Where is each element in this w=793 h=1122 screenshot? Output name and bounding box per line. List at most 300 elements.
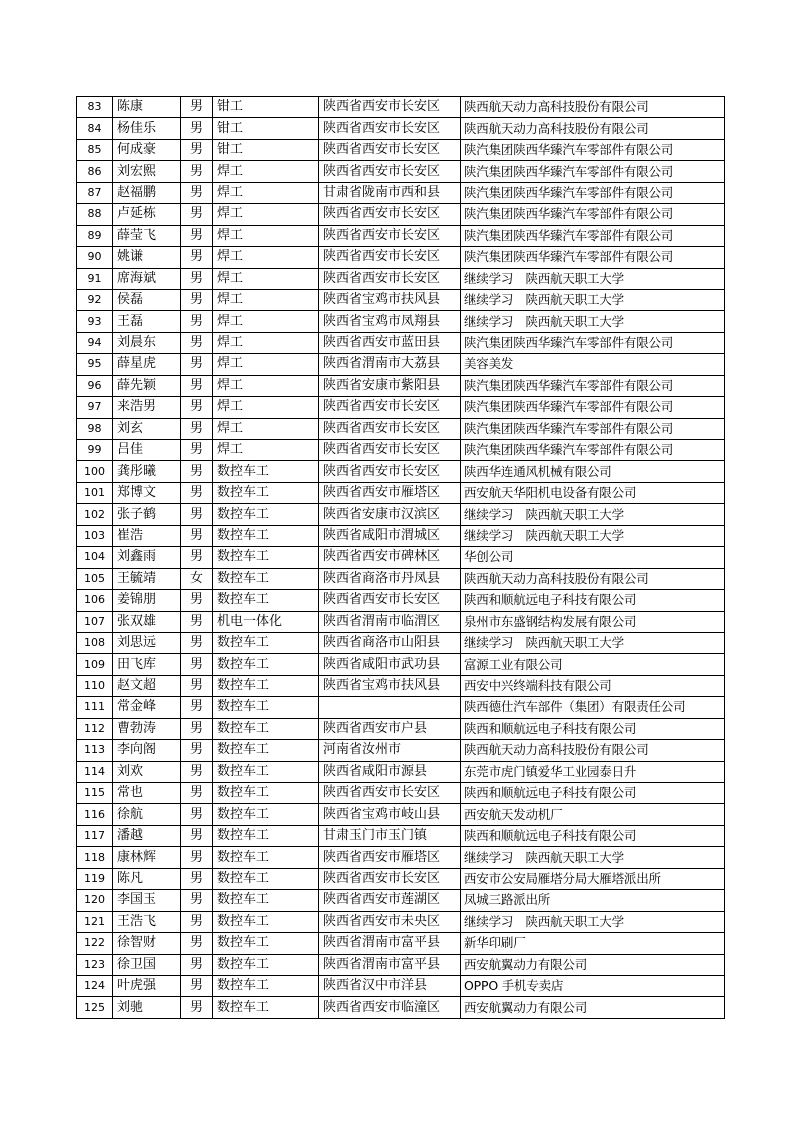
major-cell: 数控车工 xyxy=(213,783,319,804)
destination-cell: 陕汽集团陕西华臻汽车零部件有限公司 xyxy=(461,161,725,182)
major-cell: 数控车工 xyxy=(213,504,319,525)
gender-cell: 男 xyxy=(181,954,213,975)
student-name-cell: 曹勃涛 xyxy=(113,718,181,739)
row-number-cell: 125 xyxy=(77,997,113,1018)
major-cell: 焊工 xyxy=(213,289,319,310)
major-cell: 数控车工 xyxy=(213,718,319,739)
row-number-cell: 118 xyxy=(77,847,113,868)
major-cell: 数控车工 xyxy=(213,975,319,996)
major-cell: 数控车工 xyxy=(213,547,319,568)
row-number-cell: 102 xyxy=(77,504,113,525)
destination-cell: 陕汽集团陕西华臻汽车零部件有限公司 xyxy=(461,247,725,268)
row-number-cell: 96 xyxy=(77,375,113,396)
graduate-employment-table xyxy=(76,96,725,1019)
destination-cell: 西安航天发动机厂 xyxy=(461,804,725,825)
gender-cell: 男 xyxy=(181,268,213,289)
student-name-cell: 徐卫国 xyxy=(113,954,181,975)
gender-cell: 男 xyxy=(181,161,213,182)
row-number-cell: 119 xyxy=(77,868,113,889)
major-cell: 数控车工 xyxy=(213,954,319,975)
major-cell: 数控车工 xyxy=(213,697,319,718)
gender-cell: 男 xyxy=(181,890,213,911)
gender-cell: 男 xyxy=(181,225,213,246)
student-name-cell: 薛星虎 xyxy=(113,354,181,375)
gender-cell: 男 xyxy=(181,847,213,868)
row-number-cell: 89 xyxy=(77,225,113,246)
hometown-cell: 陕西省汉中市洋县 xyxy=(319,975,461,996)
row-number-cell: 100 xyxy=(77,461,113,482)
destination-cell: 西安航天华阳机电设备有限公司 xyxy=(461,482,725,503)
major-cell: 焊工 xyxy=(213,354,319,375)
major-cell: 数控车工 xyxy=(213,847,319,868)
destination-cell: 陕西华连通风机械有限公司 xyxy=(461,461,725,482)
major-cell: 焊工 xyxy=(213,204,319,225)
destination-cell: 西安市公安局雁塔分局大雁塔派出所 xyxy=(461,868,725,889)
row-number-cell: 109 xyxy=(77,654,113,675)
row-number-cell: 104 xyxy=(77,547,113,568)
gender-cell: 男 xyxy=(181,911,213,932)
row-number-cell: 97 xyxy=(77,397,113,418)
hometown-cell: 陕西省西安市长安区 xyxy=(319,97,461,118)
table-row xyxy=(77,311,725,332)
student-name-cell: 刘鑫雨 xyxy=(113,547,181,568)
destination-cell: 西安中兴终端科技有限公司 xyxy=(461,675,725,696)
hometown-cell: 陕西省西安市长安区 xyxy=(319,868,461,889)
destination-cell: 陕西和顺航远电子科技有限公司 xyxy=(461,718,725,739)
table-row xyxy=(77,268,725,289)
student-name-cell: 张子鹤 xyxy=(113,504,181,525)
major-cell: 数控车工 xyxy=(213,740,319,761)
row-number-cell: 106 xyxy=(77,590,113,611)
table-row xyxy=(77,590,725,611)
destination-cell: 陕汽集团陕西华臻汽车零部件有限公司 xyxy=(461,440,725,461)
table-row xyxy=(77,718,725,739)
student-name-cell: 徐智财 xyxy=(113,933,181,954)
hometown-cell: 陕西省渭南市富平县 xyxy=(319,954,461,975)
hometown-cell: 陕西省咸阳市武功县 xyxy=(319,654,461,675)
major-cell: 数控车工 xyxy=(213,675,319,696)
table-row xyxy=(77,568,725,589)
hometown-cell: 陕西省西安市长安区 xyxy=(319,397,461,418)
student-name-cell: 李向阁 xyxy=(113,740,181,761)
row-number-cell: 86 xyxy=(77,161,113,182)
gender-cell: 男 xyxy=(181,761,213,782)
destination-cell: 陕西航天动力高科技股份有限公司 xyxy=(461,118,725,139)
major-cell: 数控车工 xyxy=(213,997,319,1018)
row-number-cell: 93 xyxy=(77,311,113,332)
row-number-cell: 99 xyxy=(77,440,113,461)
destination-cell: 东莞市虎门镇爱华工业园泰日升 xyxy=(461,761,725,782)
student-name-cell: 薛先颖 xyxy=(113,375,181,396)
student-name-cell: 席海斌 xyxy=(113,268,181,289)
hometown-cell: 陕西省西安市长安区 xyxy=(319,118,461,139)
table-row xyxy=(77,868,725,889)
row-number-cell: 105 xyxy=(77,568,113,589)
major-cell: 数控车工 xyxy=(213,632,319,653)
hometown-cell: 陕西省西安市长安区 xyxy=(319,268,461,289)
major-cell: 钳工 xyxy=(213,97,319,118)
table-row xyxy=(77,954,725,975)
gender-cell: 男 xyxy=(181,247,213,268)
hometown-cell: 陕西省宝鸡市岐山县 xyxy=(319,804,461,825)
destination-cell: 陕西航天动力高科技股份有限公司 xyxy=(461,568,725,589)
gender-cell: 男 xyxy=(181,418,213,439)
table-row xyxy=(77,975,725,996)
gender-cell: 男 xyxy=(181,440,213,461)
destination-cell: 陕汽集团陕西华臻汽车零部件有限公司 xyxy=(461,332,725,353)
gender-cell: 男 xyxy=(181,311,213,332)
row-number-cell: 113 xyxy=(77,740,113,761)
row-number-cell: 85 xyxy=(77,139,113,160)
gender-cell: 男 xyxy=(181,525,213,546)
gender-cell: 男 xyxy=(181,139,213,160)
row-number-cell: 122 xyxy=(77,933,113,954)
table-row xyxy=(77,97,725,118)
gender-cell: 男 xyxy=(181,97,213,118)
row-number-cell: 108 xyxy=(77,632,113,653)
row-number-cell: 112 xyxy=(77,718,113,739)
destination-cell: 陕汽集团陕西华臻汽车零部件有限公司 xyxy=(461,139,725,160)
major-cell: 焊工 xyxy=(213,311,319,332)
table-row xyxy=(77,783,725,804)
table-row xyxy=(77,504,725,525)
table-row xyxy=(77,547,725,568)
row-number-cell: 111 xyxy=(77,697,113,718)
table-row xyxy=(77,418,725,439)
student-name-cell: 张双雄 xyxy=(113,611,181,632)
destination-cell: 陕西德仕汽车部件（集团）有限责任公司 xyxy=(461,697,725,718)
student-name-cell: 赵文超 xyxy=(113,675,181,696)
hometown-cell: 陕西省安康市紫阳县 xyxy=(319,375,461,396)
destination-cell: 陕西航天动力高科技股份有限公司 xyxy=(461,740,725,761)
table-row xyxy=(77,804,725,825)
student-name-cell: 常金峰 xyxy=(113,697,181,718)
table-row xyxy=(77,482,725,503)
row-number-cell: 114 xyxy=(77,761,113,782)
row-number-cell: 121 xyxy=(77,911,113,932)
gender-cell: 男 xyxy=(181,697,213,718)
hometown-cell: 陕西省咸阳市渭城区 xyxy=(319,525,461,546)
hometown-cell: 陕西省西安市长安区 xyxy=(319,204,461,225)
gender-cell: 男 xyxy=(181,825,213,846)
table-row xyxy=(77,375,725,396)
gender-cell: 男 xyxy=(181,997,213,1018)
destination-cell: OPPO 手机专卖店 xyxy=(461,975,725,996)
destination-cell: 继续学习 陕西航天职工大学 xyxy=(461,525,725,546)
hometown-cell: 陕西省商洛市丹凤县 xyxy=(319,568,461,589)
student-name-cell: 李国玉 xyxy=(113,890,181,911)
hometown-cell: 陕西省西安市长安区 xyxy=(319,783,461,804)
gender-cell: 男 xyxy=(181,332,213,353)
destination-cell: 继续学习 陕西航天职工大学 xyxy=(461,289,725,310)
hometown-cell: 陕西省西安市户县 xyxy=(319,718,461,739)
major-cell: 焊工 xyxy=(213,161,319,182)
row-number-cell: 115 xyxy=(77,783,113,804)
gender-cell: 女 xyxy=(181,568,213,589)
table-row xyxy=(77,440,725,461)
row-number-cell: 123 xyxy=(77,954,113,975)
hometown-cell: 甘肃省陇南市西和县 xyxy=(319,182,461,203)
student-name-cell: 康林辉 xyxy=(113,847,181,868)
destination-cell: 陕西航天动力高科技股份有限公司 xyxy=(461,97,725,118)
hometown-cell: 甘肃玉门市玉门镇 xyxy=(319,825,461,846)
table-row xyxy=(77,461,725,482)
major-cell: 数控车工 xyxy=(213,911,319,932)
destination-cell: 陕汽集团陕西华臻汽车零部件有限公司 xyxy=(461,225,725,246)
student-name-cell: 潘越 xyxy=(113,825,181,846)
gender-cell: 男 xyxy=(181,461,213,482)
gender-cell: 男 xyxy=(181,611,213,632)
hometown-cell: 陕西省西安市长安区 xyxy=(319,225,461,246)
student-name-cell: 刘晨东 xyxy=(113,332,181,353)
student-name-cell: 刘宏熙 xyxy=(113,161,181,182)
student-name-cell: 徐航 xyxy=(113,804,181,825)
hometown-cell: 陕西省西安市临潼区 xyxy=(319,997,461,1018)
row-number-cell: 92 xyxy=(77,289,113,310)
hometown-cell: 陕西省商洛市山阳县 xyxy=(319,632,461,653)
table-row xyxy=(77,697,725,718)
destination-cell: 陕汽集团陕西华臻汽车零部件有限公司 xyxy=(461,204,725,225)
destination-cell: 陕汽集团陕西华臻汽车零部件有限公司 xyxy=(461,182,725,203)
student-name-cell: 田飞库 xyxy=(113,654,181,675)
student-name-cell: 刘思远 xyxy=(113,632,181,653)
hometown-cell: 陕西省西安市长安区 xyxy=(319,440,461,461)
destination-cell: 西安航翼动力有限公司 xyxy=(461,954,725,975)
hometown-cell: 陕西省西安市蓝田县 xyxy=(319,332,461,353)
hometown-cell: 陕西省西安市长安区 xyxy=(319,461,461,482)
major-cell: 钳工 xyxy=(213,139,319,160)
destination-cell: 继续学习 陕西航天职工大学 xyxy=(461,504,725,525)
hometown-cell xyxy=(319,697,461,718)
major-cell: 焊工 xyxy=(213,397,319,418)
major-cell: 焊工 xyxy=(213,247,319,268)
student-name-cell: 赵福鹏 xyxy=(113,182,181,203)
row-number-cell: 124 xyxy=(77,975,113,996)
hometown-cell: 陕西省安康市汉滨区 xyxy=(319,504,461,525)
hometown-cell: 陕西省西安市莲湖区 xyxy=(319,890,461,911)
major-cell: 焊工 xyxy=(213,182,319,203)
major-cell: 数控车工 xyxy=(213,590,319,611)
destination-cell: 泉州市东盛钢结构发展有限公司 xyxy=(461,611,725,632)
hometown-cell: 陕西省西安市长安区 xyxy=(319,161,461,182)
row-number-cell: 117 xyxy=(77,825,113,846)
student-name-cell: 卢延栋 xyxy=(113,204,181,225)
student-name-cell: 吕佳 xyxy=(113,440,181,461)
row-number-cell: 110 xyxy=(77,675,113,696)
destination-cell: 陕汽集团陕西华臻汽车零部件有限公司 xyxy=(461,397,725,418)
hometown-cell: 河南省汝州市 xyxy=(319,740,461,761)
student-name-cell: 王磊 xyxy=(113,311,181,332)
destination-cell: 凤城三路派出所 xyxy=(461,890,725,911)
student-name-cell: 王毓靖 xyxy=(113,568,181,589)
major-cell: 焊工 xyxy=(213,375,319,396)
table-row xyxy=(77,247,725,268)
row-number-cell: 101 xyxy=(77,482,113,503)
gender-cell: 男 xyxy=(181,547,213,568)
student-name-cell: 刘玄 xyxy=(113,418,181,439)
destination-cell: 陕西和顺航远电子科技有限公司 xyxy=(461,590,725,611)
table-row xyxy=(77,139,725,160)
student-name-cell: 何成豪 xyxy=(113,139,181,160)
row-number-cell: 116 xyxy=(77,804,113,825)
major-cell: 数控车工 xyxy=(213,825,319,846)
row-number-cell: 88 xyxy=(77,204,113,225)
row-number-cell: 87 xyxy=(77,182,113,203)
hometown-cell: 陕西省咸阳市源县 xyxy=(319,761,461,782)
major-cell: 机电一体化 xyxy=(213,611,319,632)
table-row xyxy=(77,632,725,653)
hometown-cell: 陕西省宝鸡市凤翔县 xyxy=(319,311,461,332)
table-row xyxy=(77,911,725,932)
major-cell: 数控车工 xyxy=(213,568,319,589)
table-row xyxy=(77,225,725,246)
major-cell: 数控车工 xyxy=(213,933,319,954)
table-row xyxy=(77,675,725,696)
gender-cell: 男 xyxy=(181,504,213,525)
table-row xyxy=(77,740,725,761)
student-name-cell: 刘欢 xyxy=(113,761,181,782)
major-cell: 数控车工 xyxy=(213,804,319,825)
row-number-cell: 107 xyxy=(77,611,113,632)
student-name-cell: 姚谦 xyxy=(113,247,181,268)
hometown-cell: 陕西省西安市长安区 xyxy=(319,590,461,611)
table-row xyxy=(77,397,725,418)
row-number-cell: 98 xyxy=(77,418,113,439)
destination-cell: 陕汽集团陕西华臻汽车零部件有限公司 xyxy=(461,375,725,396)
hometown-cell: 陕西省西安市雁塔区 xyxy=(319,482,461,503)
row-number-cell: 95 xyxy=(77,354,113,375)
table-row xyxy=(77,118,725,139)
gender-cell: 男 xyxy=(181,182,213,203)
major-cell: 数控车工 xyxy=(213,482,319,503)
table-row xyxy=(77,933,725,954)
hometown-cell: 陕西省西安市未央区 xyxy=(319,911,461,932)
gender-cell: 男 xyxy=(181,975,213,996)
major-cell: 钳工 xyxy=(213,118,319,139)
table-row xyxy=(77,825,725,846)
destination-cell: 西安航翼动力有限公司 xyxy=(461,997,725,1018)
row-number-cell: 103 xyxy=(77,525,113,546)
table-row xyxy=(77,847,725,868)
major-cell: 数控车工 xyxy=(213,868,319,889)
student-name-cell: 郑博文 xyxy=(113,482,181,503)
major-cell: 数控车工 xyxy=(213,761,319,782)
table-row xyxy=(77,289,725,310)
gender-cell: 男 xyxy=(181,354,213,375)
student-name-cell: 叶虎强 xyxy=(113,975,181,996)
table-row xyxy=(77,997,725,1018)
student-name-cell: 陈康 xyxy=(113,97,181,118)
student-name-cell: 王浩飞 xyxy=(113,911,181,932)
table-row xyxy=(77,204,725,225)
student-name-cell: 刘驰 xyxy=(113,997,181,1018)
table-row xyxy=(77,525,725,546)
major-cell: 焊工 xyxy=(213,332,319,353)
student-name-cell: 常也 xyxy=(113,783,181,804)
student-name-cell: 薛莹飞 xyxy=(113,225,181,246)
major-cell: 数控车工 xyxy=(213,654,319,675)
student-name-cell: 陈凡 xyxy=(113,868,181,889)
hometown-cell: 陕西省西安市长安区 xyxy=(319,247,461,268)
major-cell: 焊工 xyxy=(213,418,319,439)
destination-cell: 继续学习 陕西航天职工大学 xyxy=(461,847,725,868)
destination-cell: 新华印刷厂 xyxy=(461,933,725,954)
student-name-cell: 杨佳乐 xyxy=(113,118,181,139)
hometown-cell: 陕西省西安市雁塔区 xyxy=(319,847,461,868)
hometown-cell: 陕西省西安市碑林区 xyxy=(319,547,461,568)
destination-cell: 陕西和顺航远电子科技有限公司 xyxy=(461,783,725,804)
hometown-cell: 陕西省渭南市临渭区 xyxy=(319,611,461,632)
destination-cell: 陕汽集团陕西华臻汽车零部件有限公司 xyxy=(461,418,725,439)
table-row xyxy=(77,354,725,375)
gender-cell: 男 xyxy=(181,740,213,761)
student-name-cell: 侯磊 xyxy=(113,289,181,310)
table-row xyxy=(77,182,725,203)
gender-cell: 男 xyxy=(181,118,213,139)
student-name-cell: 龚彤曦 xyxy=(113,461,181,482)
gender-cell: 男 xyxy=(181,375,213,396)
row-number-cell: 90 xyxy=(77,247,113,268)
hometown-cell: 陕西省宝鸡市扶风县 xyxy=(319,289,461,310)
major-cell: 焊工 xyxy=(213,225,319,246)
table-row xyxy=(77,332,725,353)
destination-cell: 继续学习 陕西航天职工大学 xyxy=(461,268,725,289)
table-row xyxy=(77,611,725,632)
gender-cell: 男 xyxy=(181,675,213,696)
hometown-cell: 陕西省西安市长安区 xyxy=(319,418,461,439)
row-number-cell: 120 xyxy=(77,890,113,911)
hometown-cell: 陕西省渭南市大荔县 xyxy=(319,354,461,375)
major-cell: 数控车工 xyxy=(213,461,319,482)
gender-cell: 男 xyxy=(181,204,213,225)
major-cell: 焊工 xyxy=(213,440,319,461)
gender-cell: 男 xyxy=(181,933,213,954)
student-name-cell: 来浩男 xyxy=(113,397,181,418)
table-row xyxy=(77,761,725,782)
hometown-cell: 陕西省渭南市富平县 xyxy=(319,933,461,954)
table-body xyxy=(77,97,725,1019)
row-number-cell: 91 xyxy=(77,268,113,289)
table-row xyxy=(77,161,725,182)
destination-cell: 华创公司 xyxy=(461,547,725,568)
major-cell: 焊工 xyxy=(213,268,319,289)
student-name-cell: 姜锦朋 xyxy=(113,590,181,611)
table-row xyxy=(77,890,725,911)
gender-cell: 男 xyxy=(181,482,213,503)
destination-cell: 继续学习 陕西航天职工大学 xyxy=(461,911,725,932)
gender-cell: 男 xyxy=(181,289,213,310)
destination-cell: 继续学习 陕西航天职工大学 xyxy=(461,632,725,653)
gender-cell: 男 xyxy=(181,783,213,804)
gender-cell: 男 xyxy=(181,397,213,418)
destination-cell: 美容美发 xyxy=(461,354,725,375)
row-number-cell: 83 xyxy=(77,97,113,118)
student-name-cell: 崔浩 xyxy=(113,525,181,546)
hometown-cell: 陕西省西安市长安区 xyxy=(319,139,461,160)
major-cell: 数控车工 xyxy=(213,525,319,546)
hometown-cell: 陕西省宝鸡市扶风县 xyxy=(319,675,461,696)
destination-cell: 富源工业有限公司 xyxy=(461,654,725,675)
gender-cell: 男 xyxy=(181,804,213,825)
gender-cell: 男 xyxy=(181,654,213,675)
row-number-cell: 94 xyxy=(77,332,113,353)
gender-cell: 男 xyxy=(181,868,213,889)
gender-cell: 男 xyxy=(181,632,213,653)
gender-cell: 男 xyxy=(181,718,213,739)
destination-cell: 陕西和顺航远电子科技有限公司 xyxy=(461,825,725,846)
gender-cell: 男 xyxy=(181,590,213,611)
destination-cell: 继续学习 陕西航天职工大学 xyxy=(461,311,725,332)
